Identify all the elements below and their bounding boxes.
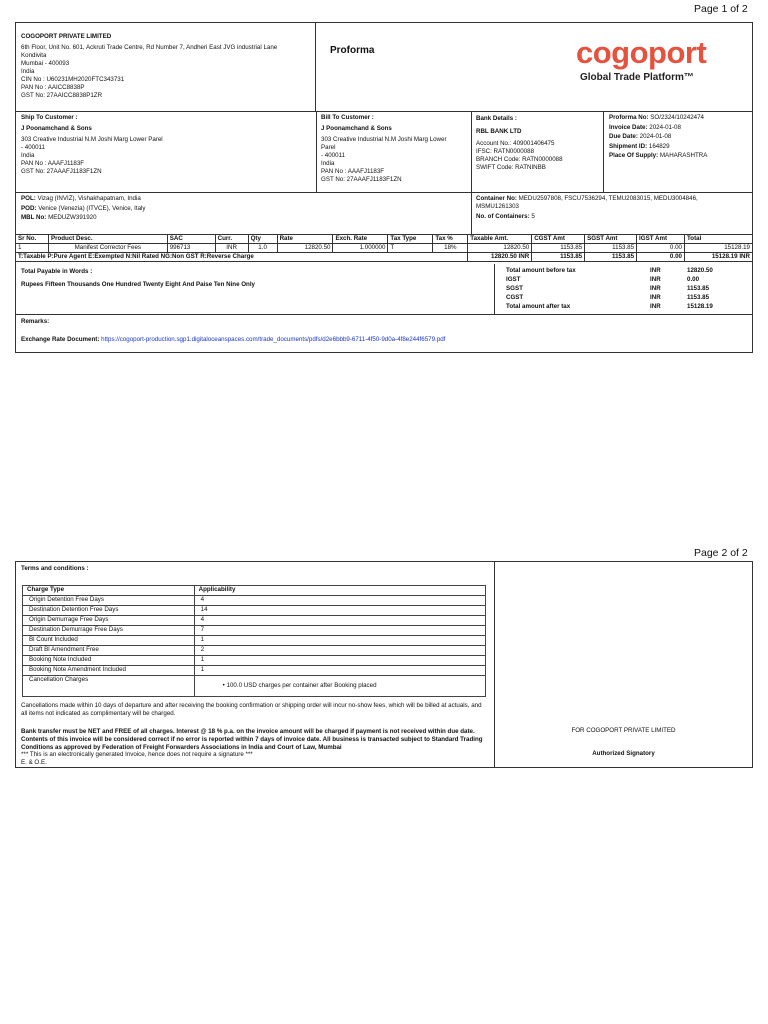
bill-to-name: J Poonamchand & Sons (321, 125, 392, 133)
exchange-rate-link[interactable]: https://cogoport-production.sgp1.digitaloceanspaces.com/trade_documents/pdfs/d2e6bbb9-6711-4f50-9d0a-4f8e244f6579.pdf (101, 336, 446, 343)
summary-value: 1153.85 (687, 294, 710, 301)
cell-tax-pct: 18% (433, 244, 468, 253)
col-applicability: Applicability (194, 586, 485, 596)
applicability: 1 (194, 656, 485, 666)
charges-table (22, 585, 486, 697)
cancellation-value-cell (194, 676, 485, 697)
items-total-row (16, 253, 753, 262)
items-header-row (16, 235, 753, 244)
bank-branch: BRANCH Code: RATN0000088 (476, 156, 563, 164)
company-address: 6th Floor, Unit No. 601, Ackruti Trade Centre, Rd Number 7, Andheri East JVG industrial Lane (21, 44, 278, 52)
charge-type: Destination Detention Free Days (23, 606, 195, 616)
charge-type: Booking Note Included (23, 656, 195, 666)
charge-type: Booking Note Amendment Included (23, 666, 195, 676)
tax-summary (506, 267, 751, 312)
cancellation-label: Cancellation Charges (23, 676, 195, 697)
bill-to-address-2: Parel (321, 144, 336, 152)
logo-wordmark: cogoport (576, 35, 707, 70)
cell-rate: 12820.50 (277, 244, 333, 253)
ship-to-heading: Ship To Customer : (21, 114, 78, 121)
col-rate: Rate (277, 235, 333, 244)
pod-label: POD: (21, 204, 37, 212)
total-taxable: 12820.50 INR (468, 253, 532, 262)
company-address-2: Kondivita (21, 52, 47, 60)
col-tax-pct: Tax % (433, 235, 468, 244)
summary-currency: INR (650, 285, 661, 292)
summary-currency: INR (650, 267, 661, 274)
table-row (23, 606, 486, 616)
bill-to-block (321, 114, 467, 185)
ship-to-gst: GST No: 27AAAFJ1183F1ZN (21, 168, 102, 176)
charge-type: Destination Demurrage Free Days (23, 626, 195, 636)
summary-row (506, 276, 751, 285)
col-sgst: SGST Amt (585, 235, 637, 244)
summary-label: CGST (506, 294, 524, 301)
col-qty: Qty (248, 235, 277, 244)
proforma-no: SO/2324/10242474 (650, 114, 704, 121)
ship-to-block (21, 114, 311, 176)
summary-row (506, 285, 751, 294)
table-row (23, 676, 486, 697)
container-block (476, 195, 751, 221)
container-count: 5 (531, 213, 535, 221)
summary-row (506, 294, 751, 303)
bill-to-pan: PAN No : AAAFJ1183F (321, 168, 385, 176)
company-city: Mumbai - 400093 (21, 60, 70, 68)
bank-account: Account No.: 409001406475 (476, 140, 555, 148)
pod-value: Venice (Venezia) (ITVCE), Venice, Italy (38, 204, 146, 212)
amount-in-words-block (21, 268, 491, 289)
table-row (23, 666, 486, 676)
summary-row (506, 303, 751, 312)
charge-type: Origin Demurrage Free Days (23, 616, 195, 626)
col-cgst: CGST Amt (532, 235, 585, 244)
divider (471, 111, 472, 193)
applicability: 1 (194, 666, 485, 676)
bank-name: RBL BANK LTD (476, 128, 522, 136)
applicability: 4 (194, 596, 485, 606)
exchange-rate-label: Exchange Rate Document: (21, 336, 100, 343)
bullet-icon: • (222, 681, 225, 689)
bank-swift: SWIFT Code: RATNINBB (476, 164, 546, 172)
divider (494, 561, 495, 768)
col-exch-rate: Exch. Rate (333, 235, 388, 244)
mbl-label: MBL No: (21, 214, 47, 222)
words-value: Rupees Fifteen Thousands One Hundred Twenty Eight And Paise Ten Nine Only (21, 281, 256, 289)
bank-details-block (476, 115, 601, 172)
cell-sr-no: 1 (16, 244, 49, 253)
logo-tagline: Global Trade Platform™ (580, 72, 694, 84)
cell-total: 15128.19 (684, 244, 752, 253)
cell-igst: 0.00 (637, 244, 685, 253)
pol-label: POL: (21, 195, 36, 202)
cogoport-logo (576, 33, 726, 84)
pol-value: Vizag (INVIZ), Vishakhapatnam, India (37, 195, 141, 202)
applicability: 14 (194, 606, 485, 616)
summary-label: Total amount before tax (506, 267, 576, 274)
ship-to-pin: - 400011 (21, 144, 45, 152)
col-igst: IGST Amt (637, 235, 685, 244)
company-country: India (21, 68, 35, 76)
line-items-table (15, 234, 753, 262)
shipment-id: 164829 (648, 142, 670, 150)
table-row (23, 616, 486, 626)
payment-terms-note: Bank transfer must be NET and FREE of all charges. Interest @ 18 % p.a. on the invoice amount will be charged if payment is not received within due date. Contents of this invoice will be considered correct if no error is reported within 7 days of invoice date. All business is transacted subject to Standard Trading Conditions as approved by Federation of Freight Forwarders Associations in India and Court of Law, Mumbai (21, 728, 483, 752)
due-date: 2024-01-08 (639, 133, 672, 141)
for-company-label: FOR COGOPORT PRIVATE LIMITED (571, 727, 676, 734)
bill-to-address: 303 Creative Industrial N.M Joshi Marg Lower (321, 136, 447, 144)
tax-type-legend: T:Taxable P:Pure Agent E:Exempted N:Nil Rated NG:Non GST R:Reverse Charge (16, 253, 468, 262)
invoice-date: 2024-01-08 (649, 123, 681, 131)
ship-to-name: J Poonamchand & Sons (21, 125, 92, 133)
charge-type: Bl Count Included (23, 636, 195, 646)
container-label: Container No: (476, 195, 517, 202)
total-cgst: 1153.85 (532, 253, 585, 262)
charge-type: Origin Detention Free Days (23, 596, 195, 606)
col-sac: SAC (167, 235, 215, 244)
table-row (16, 244, 753, 253)
eoe-note: E. & O.E. (21, 759, 47, 766)
col-total: Total (684, 235, 752, 244)
divider (603, 111, 604, 193)
total-igst: 0.00 (637, 253, 685, 262)
electronic-invoice-note: *** This is an electronically generated Invoice, hence does not require a signature *** (21, 751, 253, 758)
company-gst: GST No: 27AAICC8838P1ZR (21, 92, 103, 100)
divider (494, 264, 495, 314)
terms-label: Terms and conditions : (21, 565, 89, 572)
company-block (15, 22, 316, 112)
applicability: 7 (194, 626, 485, 636)
table-row (23, 646, 486, 656)
page-number: Page 1 of 2 (694, 3, 748, 15)
table-row (23, 596, 486, 606)
table-row (23, 656, 486, 666)
summary-row (506, 267, 751, 276)
cell-currency: INR (215, 244, 248, 253)
col-charge-type: Charge Type (23, 586, 195, 596)
page-number-2: Page 2 of 2 (694, 547, 748, 559)
mbl-value: MEDUZW391920 (48, 214, 97, 222)
bill-to-heading: Bill To Customer : (321, 114, 374, 121)
bill-to-gst: GST No: 27AAAFJ1183F1ZN (321, 176, 402, 184)
col-taxable-amt: Taxable Amt. (468, 235, 532, 244)
cancellation-value: 100.0 USD charges per container after Booking placed (226, 681, 377, 689)
proforma-details-block (609, 114, 751, 160)
table-row (23, 636, 486, 646)
invoice-date-label: Invoice Date: (609, 123, 648, 131)
ship-to-country: India (21, 152, 35, 160)
remarks-label: Remarks: (21, 318, 50, 325)
cell-taxable-amt: 12820.50 (468, 244, 532, 253)
container-list-2: MSMU1261303 (476, 203, 519, 211)
applicability: 4 (194, 616, 485, 626)
divider (15, 314, 753, 315)
cell-qty: 1.0 (248, 244, 277, 253)
container-count-label: No. of Containers: (476, 213, 530, 221)
cell-sgst: 1153.85 (585, 244, 637, 253)
divider (316, 111, 317, 193)
exchange-rate-line (21, 336, 445, 344)
bill-to-country: India (321, 160, 335, 168)
applicability: 1 (194, 636, 485, 646)
cell-tax-type: T (388, 244, 433, 253)
total-sgst: 1153.85 (585, 253, 637, 262)
charges-header-row (23, 586, 486, 596)
bill-to-pin: - 400011 (321, 152, 345, 160)
summary-value: 1153.85 (687, 285, 710, 292)
cell-cgst: 1153.85 (532, 244, 585, 253)
place-of-supply: MAHARASHTRA (659, 152, 708, 160)
divider (471, 193, 472, 234)
summary-value: 0.00 (687, 276, 700, 283)
cell-exch-rate: 1.000000 (333, 244, 388, 253)
document-type: Proforma (330, 45, 375, 56)
applicability: 2 (194, 646, 485, 656)
col-tax-type: Tax Type (388, 235, 433, 244)
summary-value: 15128.19 (687, 303, 713, 310)
shipment-id-label: Shipment ID: (609, 142, 648, 150)
company-cin: CIN No : U60231MH2020FTC343731 (21, 76, 125, 84)
summary-value: 12820.50 (687, 267, 713, 274)
charge-type: Draft Bl Amendment Free (23, 646, 195, 656)
summary-currency: INR (650, 303, 661, 310)
summary-currency: INR (650, 276, 661, 283)
bank-heading: Bank Details : (476, 115, 517, 122)
table-row (23, 626, 486, 636)
due-date-label: Due Date: (609, 133, 638, 141)
cell-sac: 996713 (167, 244, 215, 253)
place-of-supply-label: Place Of Supply: (609, 152, 659, 160)
words-label: Total Payable in Words : (21, 268, 93, 275)
container-list: MEDU2597808, FSCU7536294, TEMU2083015, MEDU3004846, (518, 195, 698, 202)
bank-ifsc: IFSC: RATN0000088 (476, 148, 535, 156)
route-block (21, 195, 466, 222)
col-sr-no: Sr No. (16, 235, 49, 244)
cancellation-note: Cancellations made within 10 days of departure and after receiving the booking confirmation or shipping order will incur no-show fees, which will be billed at actuals, and all items not indicated as complimentary will be charged. (21, 702, 482, 718)
company-name: COGOPORT PRIVATE LIMITED (21, 33, 112, 40)
summary-label: SGST (506, 285, 523, 292)
company-pan: PAN No : AAICC8838P (21, 84, 85, 92)
grand-total: 15128.19 INR (684, 253, 752, 262)
authorized-signatory: Authorized Signatory (592, 750, 655, 757)
col-currency: Curr. (215, 235, 248, 244)
ship-to-pan: PAN No : AAAFJ1183F (21, 160, 85, 168)
summary-label: Total amount after tax (506, 303, 571, 310)
ship-to-address: 303 Creative Industrial N.M Joshi Marg Lower Parel (21, 136, 163, 144)
summary-label: IGST (506, 276, 521, 283)
proforma-no-label: Proforma No: (609, 114, 649, 121)
cell-product-desc: Manifest Corrector Fees (48, 244, 167, 253)
summary-currency: INR (650, 294, 661, 301)
col-product-desc: Product Desc. (48, 235, 167, 244)
